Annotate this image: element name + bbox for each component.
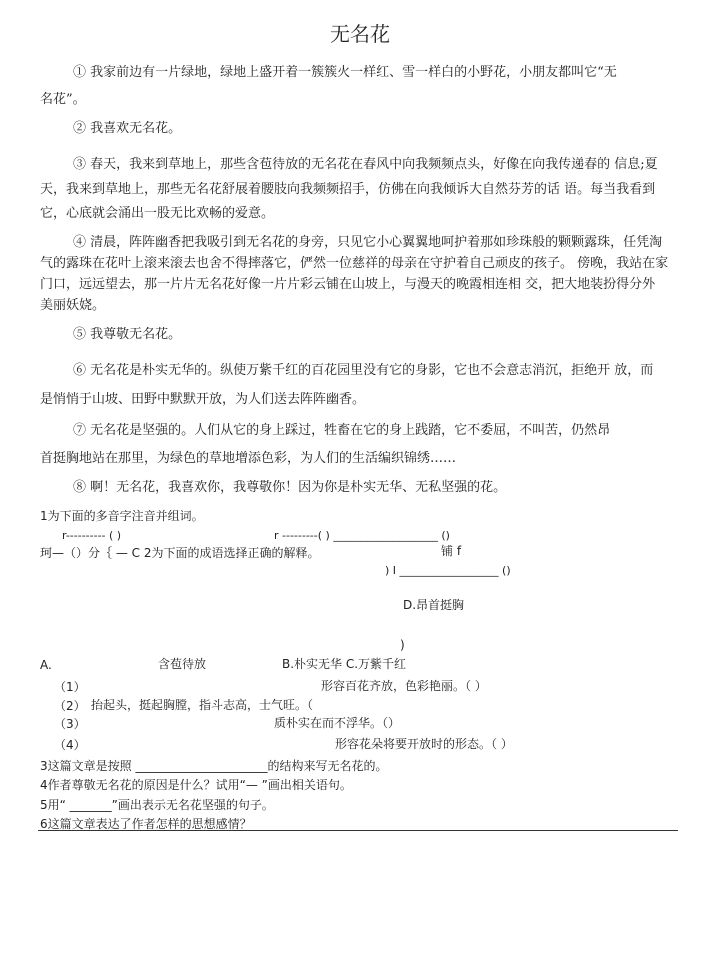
question-1-row-3: ) I __________________ ()	[385, 564, 511, 577]
options-b-c: B.朴实无华 C.万紫千红	[282, 657, 407, 671]
paragraph-6-line-2: 是悄悄于山坡、田野中默默开放，为人们送去阵阵幽香。	[40, 392, 366, 407]
paragraph-3-line-1: ③ 春天，我来到草地上，那些含苞待放的无名花在春风中向我频频点头，好像在向我传递春的 信息;夏	[73, 157, 658, 172]
paragraph-2: ② 我喜欢无名花。	[73, 121, 182, 136]
question-1-row-2-right: 铺 f	[441, 544, 462, 558]
paragraph-8: ⑧ 啊！无名花，我喜欢你，我尊敬你！因为你是朴实无华、无私坚强的花。	[73, 480, 507, 495]
item-3-label: （3）	[54, 717, 86, 731]
paragraph-4-line-3: 门口，远远望去，那一片片无名花好像一片片彩云铺在山坡上，与漫天的晚霞相连相 交，把大地装扮得分外	[40, 277, 656, 292]
question-3: 3这篇文章是按照 ______________________的结构来写无名花的。	[40, 759, 388, 773]
item-3-text: 质朴实在而不浮华。（）	[274, 716, 401, 730]
question-1-row-1-b: r ---------( ) ___________________ ()	[274, 529, 450, 542]
question-1-row-2: 珂—（）分｛ — C 2为下面的成语选择正确的解释。	[40, 546, 320, 560]
item-4-label: （4）	[54, 738, 86, 752]
paragraph-6-line-1: ⑥ 无名花是朴实无华的。纵使万紫千红的百花园里没有它的身影，它也不会意志消沉，拒绝开 放，而	[73, 363, 654, 378]
page-title: 无名花	[330, 22, 390, 46]
paragraph-4-line-1: ④ 清晨，阵阵幽香把我吸引到无名花的身旁，只见它小心翼翼地呵护着那如珍珠般的颗颗露珠，任凭淘	[73, 235, 663, 250]
question-5: 5用“ _______”画出表示无名花坚强的句子。	[40, 798, 274, 812]
item-1-text: 形容百花齐放，色彩艳丽。（ ）	[321, 679, 487, 693]
option-d: D.昂首挺胸	[403, 598, 465, 612]
paragraph-4-line-2: 气的露珠在花叶上滚来滚去也舍不得摔落它，俨然一位慈祥的母亲在守护着自己顽皮的孩子。 傍晚，我站在家	[40, 256, 669, 271]
item-2-label: （2）	[54, 699, 86, 713]
paragraph-3-line-2: 天，我来到草地上，那些无名花舒展着腰肢向我频频招手，仿佛在向我倾诉大自然芬芳的话 语。每当我看到	[40, 182, 656, 197]
question-4: 4作者尊敬无名花的原因是什么？试用“— ”画出相关语句。	[40, 778, 352, 792]
paragraph-5: ⑤ 我尊敬无名花。	[73, 327, 182, 342]
item-2-text: 抬起头，挺起胸膛，指斗志高，士气旺。（	[91, 698, 314, 712]
closing-paren: )	[400, 638, 405, 652]
paragraph-7-line-2: 首挺胸地站在那里，为绿色的草地增添色彩，为人们的生活编织锦绣……	[40, 451, 457, 466]
option-a-label: A.	[40, 658, 52, 672]
item-4-text: 形容花朵将要开放时的形态。（ ）	[335, 737, 513, 751]
question-1: 1为下面的多音字注音并组词。	[40, 509, 204, 523]
option-a-text: 含苞待放	[158, 657, 207, 671]
paragraph-4-line-4: 美丽妖娆。	[40, 298, 106, 313]
paragraph-3-line-3: 它，心底就会涌出一股无比欢畅的爱意。	[40, 206, 275, 221]
paragraph-7-line-1: ⑦ 无名花是坚强的。人们从它的身上踩过，牲畜在它的身上践踏，它不委屈，不叫苦，仍然昂	[73, 423, 611, 438]
question-1-row-1-a: r---------- ( )	[62, 529, 122, 542]
paragraph-1-line-2: 名花”。	[40, 92, 86, 107]
bottom-divider	[38, 830, 678, 831]
item-1-label: （1）	[54, 680, 86, 694]
paragraph-1-line-1: ① 我家前边有一片绿地，绿地上盛开着一簇簇火一样红、雪一样白的小野花，小朋友都叫它“无	[73, 65, 617, 80]
question-6: 6这篇文章表达了作者怎样的思想感情？	[40, 817, 252, 831]
